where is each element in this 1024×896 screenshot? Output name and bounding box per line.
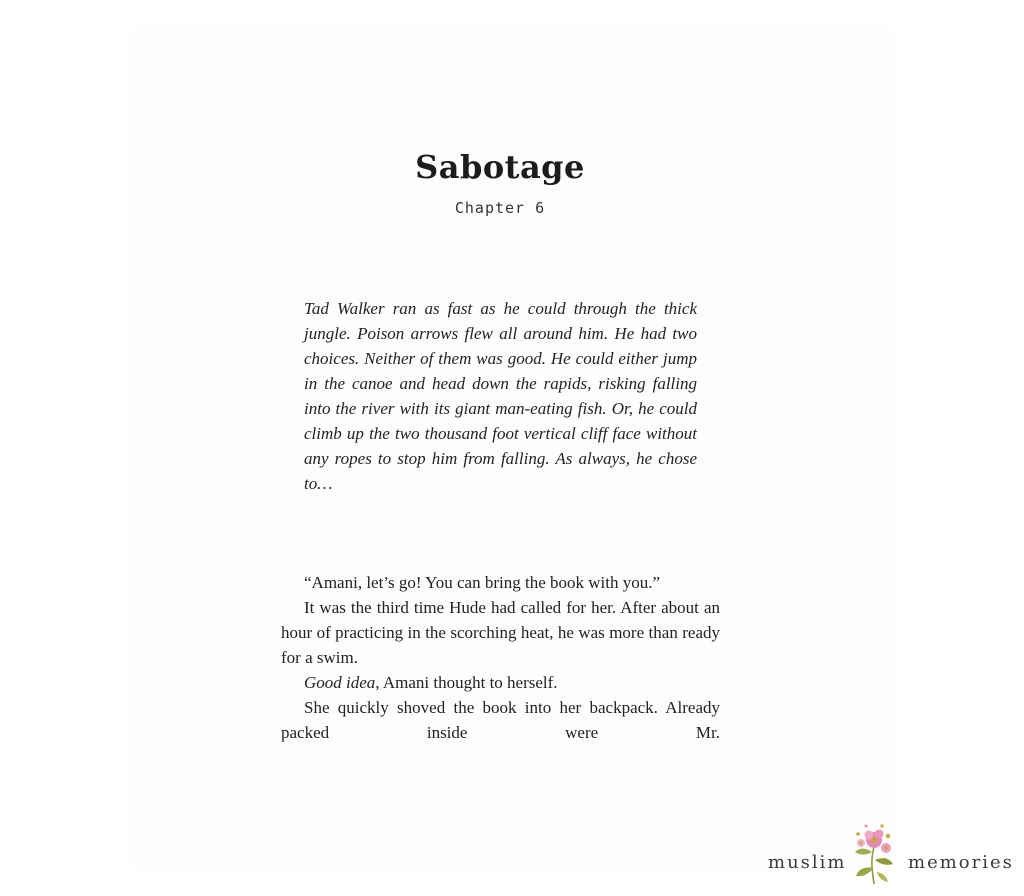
- paragraph: It was the third time Hude had called for her. After about an hour of practicing in the scorching heat, he was more than ready for a swim.: [281, 598, 720, 667]
- brand-word-left: muslim: [768, 852, 847, 873]
- paragraph-rest: , Amani thought to herself.: [375, 673, 558, 692]
- italic-excerpt: Tad Walker ran as fast as he could through the thick jungle. Poison arrows flew all around him. He had two choices. Neither of them was good. He could either jump in the canoe and head down the rapids, risking falling into the river with its giant man-eating fish. Or, he could climb up the two thousand foot vertical cliff face without any ropes to stop him from falling. As always, he chose to…: [304, 299, 697, 493]
- flower-icon: [848, 822, 900, 886]
- brand-word-right: memories: [908, 852, 1014, 873]
- italic-phrase: Good idea: [304, 673, 376, 692]
- chapter-title: Sabotage: [415, 148, 585, 186]
- brand-watermark: [762, 822, 1014, 888]
- paragraph: [281, 670, 720, 695]
- paragraph: “Amani, let’s go! You can bring the book with you.”: [304, 573, 661, 592]
- paragraph: She quickly shoved the book into her backpack. Already packed inside were Mr.: [281, 698, 720, 742]
- chapter-body: [281, 570, 720, 745]
- chapter-number: Chapter 6: [454, 199, 546, 217]
